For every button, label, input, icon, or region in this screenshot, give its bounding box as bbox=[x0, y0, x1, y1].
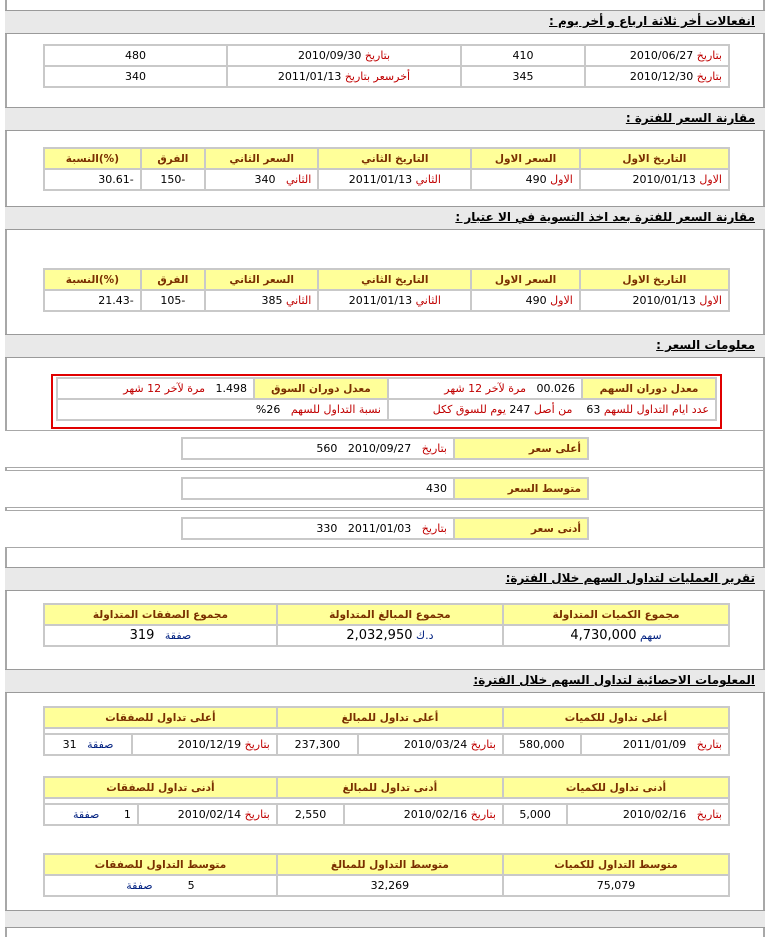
col-header: أعلى تداول للصفقات bbox=[45, 708, 276, 727]
compare-table bbox=[43, 147, 730, 191]
cell: 75,079 bbox=[504, 876, 728, 895]
stock-turnover-label: معدل دوران السهم bbox=[583, 379, 715, 398]
market-turnover-cell: 1.498 مرة لآخر 12 شهر bbox=[58, 379, 253, 398]
left-border bbox=[5, 0, 7, 937]
cell: الاول 490 bbox=[472, 170, 578, 189]
low-price-table bbox=[181, 517, 589, 540]
col-header: السعر الثاني bbox=[206, 270, 317, 289]
col-header: التاريخ الاول bbox=[581, 149, 728, 168]
table-row bbox=[45, 805, 728, 824]
table-row bbox=[45, 170, 728, 189]
cell: الثاني 2011/01/13 bbox=[319, 170, 470, 189]
high-price-label: أعلى سعر bbox=[455, 439, 587, 458]
reactions-date-cell: بتاريخ 2010/12/30 bbox=[586, 67, 728, 86]
compare-header bbox=[5, 107, 765, 131]
cell: الاول 2010/01/13 bbox=[581, 170, 728, 189]
cell: 5,000 bbox=[504, 805, 566, 824]
low-price-label: أدنى سعر bbox=[455, 519, 587, 538]
avg-price-label: متوسط السعر bbox=[455, 479, 587, 498]
col-header: السعر الثاني bbox=[206, 149, 317, 168]
col-header: أعلى تداول للكميات bbox=[504, 708, 728, 727]
table-row bbox=[45, 876, 728, 895]
reactions-value-cell: 410 bbox=[462, 46, 584, 65]
cell: -30.61 bbox=[45, 170, 140, 189]
cell: 32,269 bbox=[278, 876, 502, 895]
table-row bbox=[58, 379, 715, 398]
cell: بتاريخ 2010/12/19 bbox=[133, 735, 276, 754]
table-row bbox=[45, 67, 728, 86]
col-header: مجموع الكميات المتداولة bbox=[504, 605, 728, 624]
cell: 2,550 bbox=[278, 805, 343, 824]
stats-avg-table bbox=[43, 853, 730, 897]
cell: 237,300 bbox=[278, 735, 357, 754]
cell: 580,000 bbox=[504, 735, 580, 754]
total-amount-cell: د.ك 2,032,950 bbox=[278, 626, 502, 645]
col-header: التاريخ الاول bbox=[581, 270, 728, 289]
col-header: السعر الاول bbox=[472, 149, 578, 168]
table-row bbox=[183, 439, 587, 458]
table-row bbox=[45, 626, 728, 645]
price-info-header bbox=[5, 334, 765, 358]
col-header: أعلى تداول للمبالغ bbox=[278, 708, 502, 727]
right-border bbox=[763, 0, 765, 937]
col-header: (%)النسبة bbox=[45, 270, 140, 289]
col-header: أدنى تداول للكميات bbox=[504, 778, 728, 797]
price-info-title: معلومات السعر : bbox=[656, 338, 755, 352]
table-header-row bbox=[45, 149, 728, 168]
cell: بتاريخ 2010/02/16 bbox=[345, 805, 502, 824]
total-qty-cell: سهم 4,730,000 bbox=[504, 626, 728, 645]
cell: بتاريخ 2010/03/24 bbox=[359, 735, 502, 754]
col-header: السعر الاول bbox=[472, 270, 578, 289]
compare-title: مقارنة السعر للفترة : bbox=[625, 111, 755, 125]
turnover-table bbox=[56, 377, 717, 421]
reactions-date-cell: بتاريخ 2010/06/27 bbox=[586, 46, 728, 65]
col-header: مجموع الصفقات المتداولة bbox=[45, 605, 276, 624]
cell: الثاني 340 bbox=[206, 170, 317, 189]
compare-adj-title: مقارنة السعر للفترة بعد اخذ التسوية في الا عتبار : bbox=[455, 210, 755, 224]
reactions-value2-cell: 480 bbox=[45, 46, 226, 65]
cell: -150 bbox=[142, 170, 204, 189]
reactions-table bbox=[43, 44, 730, 88]
stats-max-table bbox=[43, 706, 730, 756]
high-price-table bbox=[181, 437, 589, 460]
stock-turnover-cell: 00.026 مرة لآخر 12 شهر bbox=[389, 379, 581, 398]
reactions-date2-cell: أخرسعر بتاريخ 2011/01/13 bbox=[228, 67, 460, 86]
trading-days-cell: عدد ايام التداول للسهم 63 من أصل 247 يوم للسوق ككل bbox=[389, 400, 715, 419]
avg-price-cell: 430 bbox=[183, 479, 453, 498]
ops-table bbox=[43, 603, 730, 647]
footer-band bbox=[5, 910, 765, 928]
high-price-cell: بتاريخ 2010/09/27 560 bbox=[183, 439, 453, 458]
cell: الثاني 385 bbox=[206, 291, 317, 310]
reactions-value2-cell: 340 bbox=[45, 67, 226, 86]
col-header: التاريخ الثاني bbox=[319, 149, 470, 168]
col-header: أدنى تداول للمبالغ bbox=[278, 778, 502, 797]
col-header: أدنى تداول للصفقات bbox=[45, 778, 276, 797]
col-header: التاريخ الثاني bbox=[319, 270, 470, 289]
market-turnover-label: معدل دوران السوق bbox=[255, 379, 387, 398]
reactions-date2-cell: بتاريخ 2010/09/30 bbox=[228, 46, 460, 65]
trading-ratio-cell: نسبة التداول للسهم 26% bbox=[58, 400, 387, 419]
table-row bbox=[58, 400, 715, 419]
total-deals-cell: صفقة 319 bbox=[45, 626, 276, 645]
reactions-value-cell: 345 bbox=[462, 67, 584, 86]
cell: الاول 2010/01/13 bbox=[581, 291, 728, 310]
cell: بتاريخ 2010/02/16 bbox=[568, 805, 728, 824]
cell: -105 bbox=[142, 291, 204, 310]
table-header-row bbox=[45, 855, 728, 874]
ops-header bbox=[5, 567, 765, 591]
ops-title: تقرير العمليات لتداول السهم خلال الفترة: bbox=[505, 571, 755, 585]
avg-price-table bbox=[181, 477, 589, 500]
low-price-cell: بتاريخ 2011/01/03 330 bbox=[183, 519, 453, 538]
table-row bbox=[183, 519, 587, 538]
col-header: الفرق bbox=[142, 149, 204, 168]
cell: -21.43 bbox=[45, 291, 140, 310]
col-header: متوسط التداول للصفقات bbox=[45, 855, 276, 874]
col-header: الفرق bbox=[142, 270, 204, 289]
cell: بتاريخ 2010/02/14 bbox=[139, 805, 276, 824]
table-row bbox=[45, 735, 728, 754]
table-header-row bbox=[45, 708, 728, 727]
reactions-title: انفعالات أخر ثلاثة ارباع و أخر يوم : bbox=[549, 14, 755, 28]
reactions-header bbox=[5, 10, 765, 34]
cell: صفقة 31 bbox=[45, 735, 131, 754]
stats-min-table bbox=[43, 776, 730, 826]
stats-title: المعلومات الاحصائية لتداول السهم خلال الفترة: bbox=[473, 673, 755, 687]
compare-adj-header bbox=[5, 206, 765, 230]
table-header-row bbox=[45, 778, 728, 797]
cell: 5 صفقة bbox=[45, 876, 276, 895]
col-header: مجموع المبالغ المتداولة bbox=[278, 605, 502, 624]
cell: الاول 490 bbox=[472, 291, 578, 310]
cell: 1 صفقة bbox=[45, 805, 137, 824]
compare-adj-table bbox=[43, 268, 730, 312]
table-row bbox=[183, 479, 587, 498]
table-row bbox=[45, 46, 728, 65]
col-header: متوسط التداول للكميات bbox=[504, 855, 728, 874]
stats-header bbox=[5, 669, 765, 693]
col-header: (%)النسبة bbox=[45, 149, 140, 168]
cell: الثاني 2011/01/13 bbox=[319, 291, 470, 310]
table-header-row bbox=[45, 605, 728, 624]
table-row bbox=[45, 291, 728, 310]
col-header: متوسط التداول للمبالغ bbox=[278, 855, 502, 874]
cell: بتاريخ 2011/01/09 bbox=[582, 735, 728, 754]
table-header-row bbox=[45, 270, 728, 289]
